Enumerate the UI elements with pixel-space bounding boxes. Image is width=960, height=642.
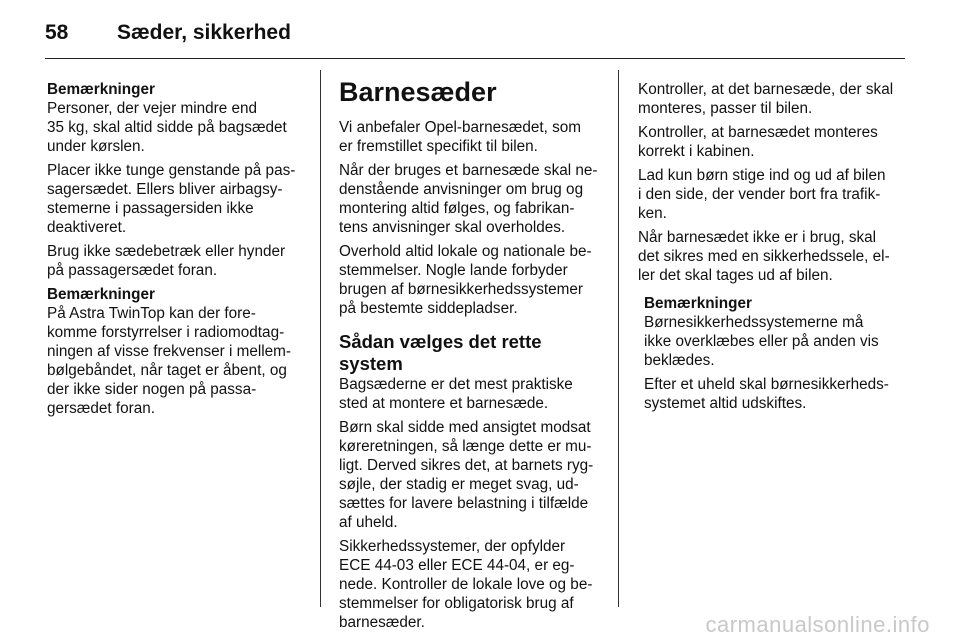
text-line: brugen af børnesikkerhedssystemer: [339, 281, 584, 298]
paragraph: [638, 123, 906, 161]
note-label: Bemærkninger: [644, 295, 752, 312]
text-line: gersædet foran.: [47, 400, 155, 417]
text-line: ECE 44-03 eller ECE 44-04, er eg-: [339, 557, 575, 574]
text-line: barnesæder.: [339, 614, 425, 631]
column-1: [47, 80, 309, 423]
paragraph: [339, 537, 605, 632]
text-line: det sikres med en sikkerhedssele, el-: [638, 248, 890, 265]
text-line: køreretningen, så længe dette er mu-: [339, 438, 592, 455]
text-line: under kørslen.: [47, 138, 145, 155]
header-divider: [45, 58, 905, 59]
note-block: [47, 285, 309, 418]
text-line: sættes for lavere belastning i tilfælde: [339, 495, 589, 512]
text-line: Lad kun børn stige ind og ud af bilen: [638, 167, 886, 184]
text-line: Kontroller, at barnesædet monteres: [638, 124, 878, 141]
page-header: [45, 10, 905, 55]
paragraph: [339, 161, 605, 237]
page-title: Sæder, sikkerhed: [117, 21, 291, 44]
text-line: monteres, passer til bilen.: [638, 100, 813, 117]
text-line: ningen af visse frekvenser i mellem-: [47, 343, 291, 360]
text-line: Personer, der vejer mindre end: [47, 100, 258, 117]
text-line: Kontroller, at det barnesæde, der skal: [638, 81, 894, 98]
text-line: Efter et uheld skal børnesikkerheds-: [644, 376, 889, 393]
text-line: Vi anbefaler Opel-barnesædet, som: [339, 119, 582, 136]
text-line: er fremstillet specifikt til bilen.: [339, 138, 538, 155]
paragraph: [339, 418, 605, 532]
note-text: [47, 99, 309, 156]
text-line: Sikkerhedssystemer, der opfylder: [339, 538, 566, 555]
text-line: der ikke sider nogen på passa-: [47, 381, 257, 398]
paragraph: [339, 118, 605, 156]
text-line: bølgebåndet, når taget er åbent, og: [47, 362, 287, 379]
column-3: [638, 80, 906, 418]
text-line: korrekt i kabinen.: [638, 143, 755, 160]
text-line: i den side, der vender bort fra trafik-: [638, 186, 881, 203]
watermark: carmanualsonline.info: [705, 612, 930, 637]
note-block: [47, 80, 309, 156]
column-divider-1: [320, 70, 321, 607]
text-line: ler det skal tages ud af bilen.: [638, 267, 833, 284]
text-line: søjle, der stadig er meget svag, ud-: [339, 476, 579, 493]
text-line: tens anvisninger skal overholdes.: [339, 219, 566, 236]
text-line: stemmelser for obligatorisk brug af: [339, 595, 574, 612]
text-line: Bagsæderne er det mest praktiske: [339, 376, 573, 393]
note-label: Bemærkninger: [47, 81, 155, 98]
text-line: På Astra TwinTop kan der fore-: [47, 305, 256, 322]
text-line: ikke overklæbes eller på anden vis: [644, 333, 879, 350]
note-block: [638, 294, 906, 413]
paragraph: [339, 375, 605, 413]
subsection-heading: Sådan vælges det rette system: [339, 331, 542, 374]
text-line: nede. Kontroller de lokale love og be-: [339, 576, 593, 593]
column-divider-2: [618, 70, 619, 607]
paragraph: [47, 161, 309, 237]
text-line: på bestemte siddepladser.: [339, 300, 518, 317]
text-line: Børnesikkerhedssystemerne må: [644, 314, 864, 331]
text-line: stemerne i passagersiden ikke: [47, 200, 254, 217]
paragraph: [638, 166, 906, 223]
text-line: denstående anvisninger om brug og: [339, 181, 584, 198]
text-line: Når der bruges et barnesæde skal ne-: [339, 162, 598, 179]
text-line: systemet altid udskiftes.: [644, 395, 807, 412]
text-line: stemmelser. Nogle lande forbyder: [339, 262, 568, 279]
text-line: Når barnesædet ikke er i brug, skal: [638, 229, 877, 246]
note-label: Bemærkninger: [47, 286, 155, 303]
text-line: Brug ikke sædebetræk eller hynder: [47, 243, 286, 260]
text-line: sagersædet. Ellers bliver airbagsy-: [47, 181, 283, 198]
page-number: 58: [45, 21, 69, 44]
note-text: [47, 304, 309, 418]
text-line: sted at montere et barnesæde.: [339, 395, 549, 412]
text-line: ken.: [638, 205, 667, 222]
note-text: [644, 375, 906, 413]
text-line: af uheld.: [339, 514, 398, 531]
text-line: deaktiveret.: [47, 219, 127, 236]
note-text: [644, 313, 906, 370]
text-line: beklædes.: [644, 352, 715, 369]
text-line: 35 kg, skal altid sidde på bagsædet: [47, 119, 287, 136]
column-2: [339, 76, 605, 637]
text-line: komme forstyrrelser i radiomodtag-: [47, 324, 285, 341]
paragraph: [339, 242, 605, 318]
text-line: Overhold altid lokale og nationale be-: [339, 243, 592, 260]
section-heading: Barnesæder: [339, 77, 497, 107]
text-line: Placer ikke tunge genstande på pas-: [47, 162, 296, 179]
text-line: ligt. Derved sikres det, at barnets ryg-: [339, 457, 594, 474]
paragraph: [47, 242, 309, 280]
text-line: Børn skal sidde med ansigtet modsat: [339, 419, 591, 436]
text-line: på passagersædet foran.: [47, 262, 218, 279]
paragraph: [638, 228, 906, 285]
paragraph: [638, 80, 906, 118]
text-line: montering altid følges, og fabrikan-: [339, 200, 575, 217]
